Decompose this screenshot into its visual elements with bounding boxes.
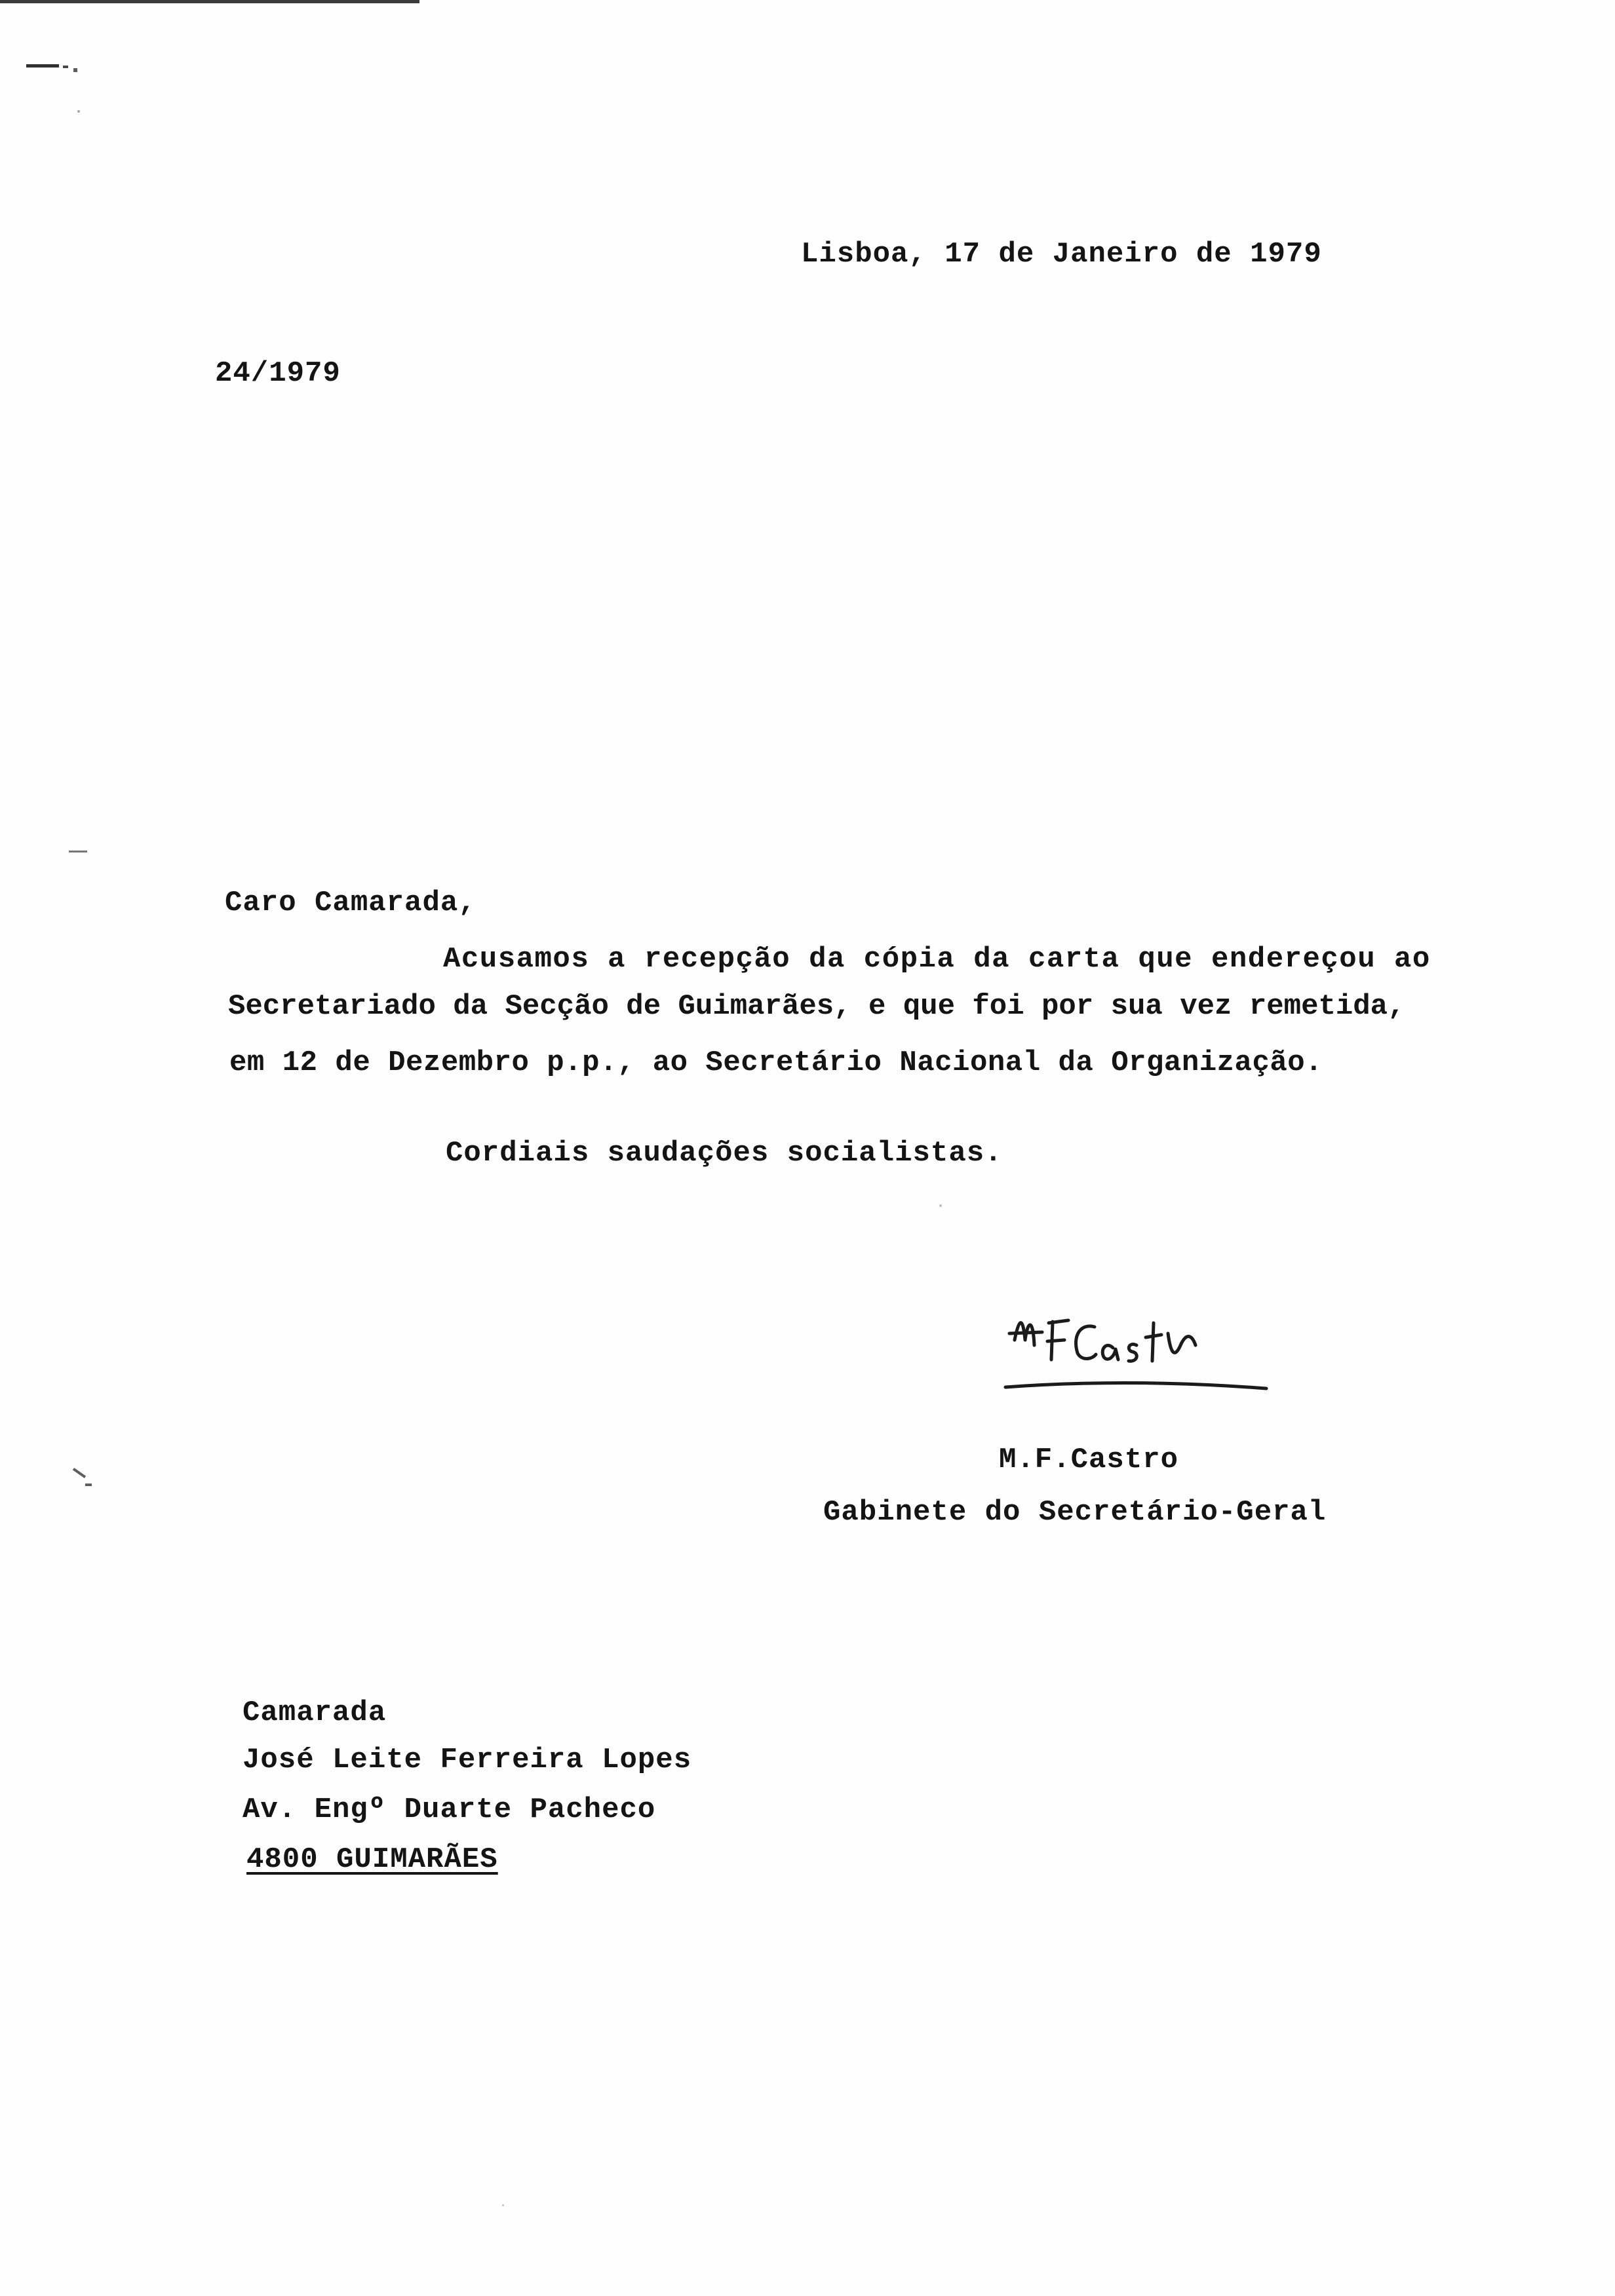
recipient-city: 4800 GUIMARÃES	[246, 1843, 498, 1876]
scan-mark	[73, 68, 77, 72]
body-line-2: Secretariado da Secção de Guimarães, e que foi por sua vez remetida,	[228, 990, 1405, 1023]
closing: Cordiais saudações socialistas.	[446, 1137, 1003, 1170]
body-line-3: em 12 de Dezembro p.p., ao Secretário Nacional da Organização.	[229, 1046, 1323, 1079]
scan-mark	[73, 1468, 86, 1478]
handwritten-signature	[996, 1294, 1272, 1399]
reference-number: 24/1979	[215, 357, 341, 390]
recipient-line-3: Av. Engº Duarte Pacheco	[243, 1793, 656, 1826]
scan-top-rule	[0, 0, 419, 3]
signature-name: M.F.Castro	[999, 1444, 1179, 1476]
scan-speck	[502, 2204, 504, 2206]
signature-title: Gabinete do Secretário-Geral	[823, 1496, 1327, 1529]
scan-mark	[26, 64, 59, 67]
scan-mark	[69, 851, 87, 852]
scan-mark	[63, 66, 68, 68]
recipient-line-1: Camarada	[243, 1696, 387, 1729]
recipient-line-2: José Leite Ferreira Lopes	[243, 1744, 692, 1776]
place-date: Lisboa, 17 de Janeiro de 1979	[801, 238, 1322, 271]
body-line-1: Acusamos a recepção da cópia da carta que endereçou ao	[443, 943, 1431, 976]
scan-speck	[77, 110, 80, 113]
scan-speck	[939, 1204, 942, 1207]
scan-mark	[85, 1483, 92, 1486]
salutation: Caro Camarada,	[225, 887, 477, 919]
